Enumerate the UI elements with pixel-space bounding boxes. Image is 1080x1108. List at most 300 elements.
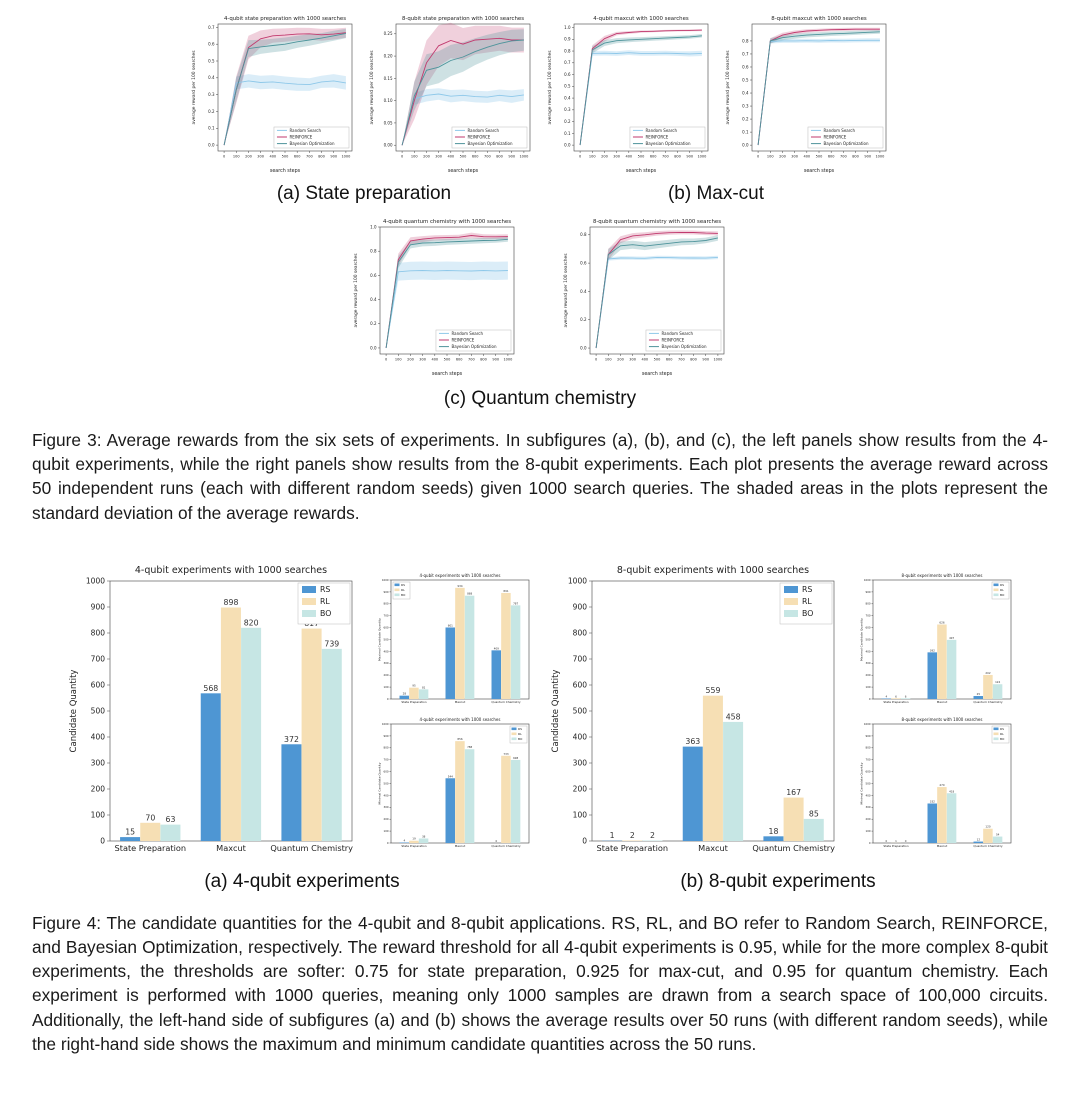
svg-text:900: 900	[383, 734, 389, 738]
chart-sp4	[188, 12, 358, 175]
figure3	[0, 12, 1080, 525]
svg-text:search steps: search steps	[803, 169, 835, 174]
svg-text:1000: 1000	[713, 357, 723, 362]
svg-text:0.0: 0.0	[742, 142, 749, 148]
figure3-top-row	[0, 12, 1080, 175]
chart-sp8	[366, 12, 536, 175]
svg-text:REINFORCE: REINFORCE	[645, 134, 669, 140]
svg-text:400: 400	[90, 732, 105, 742]
svg-text:363: 363	[685, 736, 701, 746]
figure3-caption: Figure 3: Average rewards from the six sets of experiments. In subfigures (a), (b), and (c), the left panels show results from the 4-qubit experiments, while the right panels show results from the 8-qubit experiments. Each plot presents the average reward across 50 independent runs (each with different random seeds) given 1000 search queries. The shaded areas in the plots represent the standard deviation of the average rewards.	[32, 430, 1048, 523]
svg-text:700: 700	[662, 154, 669, 159]
svg-text:12: 12	[976, 837, 981, 842]
svg-text:Maximal Candidate Quantity: Maximal Candidate Quantity	[377, 617, 382, 661]
svg-text:400: 400	[865, 650, 871, 654]
svg-text:900: 900	[864, 154, 872, 159]
svg-text:search steps: search steps	[269, 169, 301, 174]
svg-text:1000: 1000	[85, 576, 105, 586]
svg-text:409: 409	[493, 646, 499, 651]
line-chart-4qubit-state-preparation	[188, 12, 358, 175]
svg-text:800: 800	[480, 357, 487, 362]
svg-text:State Preparation: State Preparation	[114, 842, 187, 853]
bar-chart-8qubit-maximal	[858, 569, 1016, 711]
svg-text:934: 934	[457, 583, 463, 588]
svg-text:500: 500	[383, 782, 389, 786]
svg-text:Bayesian Optimization: Bayesian Optimization	[645, 141, 691, 146]
svg-text:500: 500	[865, 782, 871, 786]
svg-text:Maxcut: Maxcut	[454, 843, 466, 848]
svg-text:500: 500	[90, 706, 105, 716]
svg-text:0.05: 0.05	[383, 120, 393, 126]
svg-text:820: 820	[243, 618, 259, 628]
svg-text:Quantum Chemistry: Quantum Chemistry	[973, 843, 1003, 848]
svg-text:500: 500	[653, 357, 661, 362]
svg-text:400: 400	[383, 794, 389, 798]
svg-text:RS: RS	[802, 584, 813, 594]
svg-text:REINFORCE: REINFORCE	[823, 134, 847, 140]
svg-text:559: 559	[705, 685, 721, 695]
svg-text:0.2: 0.2	[580, 317, 587, 323]
svg-text:25: 25	[976, 691, 981, 696]
svg-text:200: 200	[383, 817, 389, 821]
chart-bar4max	[376, 569, 534, 711]
figure4-sublabels-row	[64, 871, 1016, 893]
svg-text:202: 202	[985, 670, 991, 675]
svg-text:0: 0	[384, 357, 388, 362]
svg-text:568: 568	[203, 683, 219, 693]
svg-text:Bayesian Optimization: Bayesian Optimization	[823, 141, 869, 146]
line-chart-4qubit-maxcut	[544, 12, 714, 175]
svg-text:458: 458	[725, 712, 741, 722]
svg-text:4-qubit state preparation with: 4-qubit state preparation with 1000 searches	[223, 16, 347, 22]
svg-text:500: 500	[459, 154, 467, 159]
svg-text:average reward per 100 searche: average reward per 100 searches	[564, 253, 569, 328]
svg-text:search steps: search steps	[447, 169, 479, 174]
svg-text:200: 200	[779, 154, 786, 159]
svg-text:200: 200	[407, 357, 414, 362]
svg-text:600: 600	[865, 626, 871, 630]
svg-text:100: 100	[588, 154, 596, 159]
svg-text:0: 0	[578, 154, 582, 159]
svg-text:0.6: 0.6	[370, 272, 377, 278]
svg-text:400: 400	[383, 650, 389, 654]
svg-text:900: 900	[686, 154, 694, 159]
svg-text:Random Search: Random Search	[451, 330, 484, 336]
svg-text:0.3: 0.3	[742, 103, 749, 109]
svg-text:RL: RL	[518, 731, 522, 736]
chart-bar4min	[376, 713, 534, 855]
svg-text:733: 733	[503, 751, 509, 756]
svg-text:100: 100	[766, 154, 774, 159]
svg-text:0: 0	[756, 154, 760, 159]
svg-text:1000: 1000	[341, 154, 351, 159]
figure4-charts-row	[0, 555, 1080, 867]
svg-text:0.4: 0.4	[580, 288, 587, 294]
svg-text:856: 856	[457, 736, 463, 741]
svg-text:0: 0	[495, 838, 498, 843]
svg-text:Random Search: Random Search	[645, 127, 678, 133]
svg-text:600: 600	[383, 770, 389, 774]
svg-text:average reward per 100 searche: average reward per 100 searches	[354, 253, 359, 328]
svg-text:6: 6	[895, 694, 897, 699]
svg-text:0: 0	[868, 697, 871, 701]
svg-text:700: 700	[572, 654, 587, 664]
svg-text:497: 497	[949, 635, 955, 640]
svg-text:Quantum Chemistry: Quantum Chemistry	[491, 699, 521, 704]
svg-text:0.0: 0.0	[370, 345, 377, 351]
svg-text:0.25: 0.25	[383, 31, 393, 37]
svg-text:100: 100	[383, 829, 389, 833]
svg-text:4-qubit experiments with 1000: 4-qubit experiments with 1000 searches	[419, 716, 501, 722]
svg-text:Bayesian Optimization: Bayesian Optimization	[451, 344, 497, 349]
svg-text:0.6: 0.6	[564, 71, 571, 77]
svg-text:70: 70	[145, 813, 156, 823]
svg-text:300: 300	[383, 806, 389, 810]
svg-text:average reward per 100 searche: average reward per 100 searches	[726, 50, 731, 125]
svg-text:0.4: 0.4	[208, 75, 215, 81]
svg-text:Minimal Candidate Quantity: Minimal Candidate Quantity	[377, 762, 382, 805]
svg-text:0.8: 0.8	[564, 48, 571, 54]
svg-text:601: 601	[447, 623, 453, 628]
svg-text:0: 0	[386, 841, 389, 845]
svg-text:600: 600	[827, 154, 835, 159]
svg-text:0.3: 0.3	[208, 92, 215, 98]
svg-text:search steps: search steps	[641, 372, 673, 377]
svg-text:400: 400	[447, 154, 455, 159]
svg-text:700: 700	[383, 614, 389, 618]
chart-bar8min	[858, 713, 1016, 855]
svg-text:0.1: 0.1	[208, 125, 215, 131]
svg-text:100: 100	[383, 685, 389, 689]
svg-text:0.10: 0.10	[383, 98, 393, 104]
svg-text:400: 400	[865, 794, 871, 798]
svg-text:85: 85	[808, 809, 819, 819]
svg-text:0.5: 0.5	[208, 58, 215, 64]
svg-text:200: 200	[423, 154, 430, 159]
svg-text:Quantum Chemistry: Quantum Chemistry	[491, 843, 521, 848]
svg-text:1000: 1000	[567, 576, 587, 586]
svg-text:600: 600	[572, 680, 587, 690]
svg-text:4-qubit experiments with 1000: 4-qubit experiments with 1000 searches	[419, 572, 501, 578]
svg-text:8-qubit quantum chemistry with: 8-qubit quantum chemistry with 1000 searches	[592, 219, 722, 225]
bar-chart-8qubit-minimal	[858, 713, 1016, 855]
svg-text:0: 0	[222, 154, 226, 159]
svg-text:300: 300	[629, 357, 636, 362]
svg-text:300: 300	[383, 662, 389, 666]
svg-text:100: 100	[865, 829, 871, 833]
svg-text:0: 0	[582, 836, 587, 846]
svg-text:332: 332	[929, 799, 935, 804]
svg-text:0.6: 0.6	[742, 64, 749, 70]
svg-text:RL: RL	[1000, 731, 1004, 736]
svg-text:15: 15	[125, 827, 136, 837]
svg-text:0: 0	[885, 838, 888, 843]
svg-text:0.1: 0.1	[742, 129, 749, 135]
svg-text:300: 300	[865, 806, 871, 810]
svg-text:1000: 1000	[519, 154, 529, 159]
svg-text:search steps: search steps	[625, 169, 657, 174]
svg-text:1000: 1000	[381, 578, 389, 582]
bar-chart-4qubit-average	[64, 555, 364, 867]
svg-text:0: 0	[868, 841, 871, 845]
svg-text:500: 500	[383, 638, 389, 642]
svg-text:State Preparation: State Preparation	[883, 699, 909, 704]
svg-text:RS: RS	[401, 582, 405, 587]
svg-text:average reward per 100 searche: average reward per 100 searches	[370, 50, 375, 125]
svg-text:900: 900	[572, 602, 587, 612]
svg-text:1: 1	[609, 831, 615, 841]
svg-text:4-qubit experiments with 1000: 4-qubit experiments with 1000 searches	[134, 564, 328, 576]
svg-text:Random Search: Random Search	[661, 330, 694, 336]
svg-text:300: 300	[572, 758, 587, 768]
svg-text:800: 800	[865, 602, 871, 606]
svg-text:300: 300	[791, 154, 798, 159]
svg-text:0.9: 0.9	[564, 36, 571, 42]
svg-text:600: 600	[471, 154, 479, 159]
svg-text:Minimal Candidate Quantity: Minimal Candidate Quantity	[859, 762, 864, 805]
svg-text:400: 400	[803, 154, 811, 159]
svg-text:900: 900	[865, 590, 871, 594]
svg-text:BO: BO	[1000, 592, 1005, 597]
svg-text:600: 600	[90, 680, 105, 690]
svg-text:372: 372	[284, 734, 299, 744]
svg-text:Bayesian Optimization: Bayesian Optimization	[467, 141, 513, 146]
svg-text:100: 100	[865, 685, 871, 689]
svg-text:739: 739	[324, 639, 340, 649]
svg-text:BO: BO	[1000, 736, 1005, 741]
svg-text:600: 600	[383, 626, 389, 630]
svg-text:RL: RL	[401, 587, 405, 592]
figure3-bottom-row	[0, 215, 1080, 378]
svg-text:0.2: 0.2	[564, 119, 571, 125]
svg-text:Bayesian Optimization: Bayesian Optimization	[661, 344, 707, 349]
svg-text:4-qubit maxcut with 1000 searc: 4-qubit maxcut with 1000 searches	[593, 16, 689, 22]
svg-text:8-qubit state preparation with: 8-qubit state preparation with 1000 searches	[401, 16, 525, 22]
svg-text:0.4: 0.4	[564, 95, 571, 101]
svg-text:Bayesian Optimization: Bayesian Optimization	[289, 141, 335, 146]
svg-text:868: 868	[467, 591, 473, 596]
svg-text:0.6: 0.6	[580, 260, 587, 266]
svg-text:Random Search: Random Search	[823, 127, 856, 133]
svg-text:100: 100	[394, 357, 402, 362]
svg-text:700: 700	[865, 614, 871, 618]
svg-text:1000: 1000	[863, 578, 871, 582]
svg-text:4: 4	[885, 694, 888, 699]
svg-text:544: 544	[447, 774, 453, 779]
svg-text:0.4: 0.4	[742, 90, 749, 96]
figure4-8qubit-minicol	[858, 569, 1016, 855]
svg-text:State Preparation: State Preparation	[401, 699, 427, 704]
svg-text:8-qubit experiments with 1000: 8-qubit experiments with 1000 searches	[901, 572, 983, 578]
svg-text:State Preparation: State Preparation	[883, 843, 909, 848]
svg-text:BO: BO	[802, 608, 814, 618]
svg-text:400: 400	[625, 154, 633, 159]
chart-bar8max	[858, 569, 1016, 711]
svg-text:0.0: 0.0	[208, 142, 215, 148]
svg-text:0.7: 0.7	[742, 51, 749, 57]
svg-text:Maxcut: Maxcut	[698, 842, 728, 853]
svg-text:400: 400	[641, 357, 649, 362]
svg-text:788: 788	[467, 745, 473, 750]
svg-text:800: 800	[496, 154, 503, 159]
svg-text:0: 0	[904, 838, 907, 843]
svg-text:500: 500	[443, 357, 451, 362]
svg-text:RL: RL	[802, 596, 812, 606]
svg-text:500: 500	[865, 638, 871, 642]
svg-text:8-qubit experiments with 1000: 8-qubit experiments with 1000 searches	[901, 716, 983, 722]
svg-text:400: 400	[572, 732, 587, 742]
chart-qc4	[350, 215, 520, 378]
svg-text:0.5: 0.5	[742, 77, 749, 83]
svg-text:200: 200	[572, 784, 587, 794]
svg-text:800: 800	[674, 154, 681, 159]
svg-text:167: 167	[786, 787, 802, 797]
svg-text:0.2: 0.2	[370, 321, 377, 327]
line-chart-8qubit-state-preparation	[366, 12, 536, 175]
svg-text:800: 800	[572, 628, 587, 638]
svg-text:100: 100	[604, 357, 612, 362]
svg-text:19: 19	[412, 836, 416, 841]
svg-text:300: 300	[257, 154, 264, 159]
svg-text:800: 800	[690, 357, 697, 362]
svg-text:626: 626	[939, 620, 945, 625]
svg-text:200: 200	[90, 784, 105, 794]
svg-text:8-qubit maxcut with 1000 searc: 8-qubit maxcut with 1000 searches	[771, 16, 867, 22]
svg-text:4: 4	[403, 838, 406, 843]
svg-text:700: 700	[306, 154, 313, 159]
svg-text:54: 54	[995, 832, 1000, 837]
svg-text:0.8: 0.8	[370, 248, 377, 254]
line-chart-8qubit-quantum-chemistry	[560, 215, 730, 378]
svg-text:95: 95	[412, 683, 416, 688]
svg-text:2: 2	[650, 830, 655, 840]
line-chart-8qubit-maxcut	[722, 12, 892, 175]
svg-text:0.5: 0.5	[564, 83, 571, 89]
svg-text:Candidate Quantity: Candidate Quantity	[551, 669, 561, 753]
svg-text:REINFORCE: REINFORCE	[289, 134, 313, 140]
svg-text:0.7: 0.7	[208, 24, 215, 30]
svg-text:800: 800	[318, 154, 325, 159]
svg-text:300: 300	[419, 357, 426, 362]
svg-text:100: 100	[90, 810, 105, 820]
svg-text:8-qubit experiments with 1000: 8-qubit experiments with 1000 searches	[616, 564, 810, 576]
svg-text:500: 500	[637, 154, 645, 159]
svg-text:200: 200	[865, 817, 871, 821]
svg-text:0.0: 0.0	[564, 142, 571, 148]
svg-text:300: 300	[435, 154, 442, 159]
svg-text:RL: RL	[1000, 587, 1004, 592]
svg-text:600: 600	[865, 770, 871, 774]
svg-text:500: 500	[815, 154, 823, 159]
svg-text:0.00: 0.00	[383, 142, 393, 148]
svg-text:300: 300	[613, 154, 620, 159]
svg-text:REINFORCE: REINFORCE	[467, 134, 491, 140]
svg-text:100: 100	[232, 154, 240, 159]
svg-text:1: 1	[895, 838, 897, 843]
chart-mc4	[544, 12, 714, 175]
svg-text:28: 28	[402, 691, 407, 696]
svg-text:0: 0	[100, 836, 105, 846]
subfigure-label-4qubit: (a) 4-qubit experiments	[204, 870, 400, 892]
svg-text:200: 200	[601, 154, 608, 159]
svg-text:search steps: search steps	[431, 372, 463, 377]
svg-text:38: 38	[421, 834, 426, 839]
svg-text:800: 800	[383, 746, 389, 750]
svg-text:0.7: 0.7	[564, 60, 571, 66]
figure4-4qubit-minicol	[376, 569, 534, 855]
svg-text:RS: RS	[320, 584, 331, 594]
svg-text:120: 120	[985, 824, 991, 829]
svg-text:900: 900	[492, 357, 500, 362]
svg-text:0.6: 0.6	[208, 41, 215, 47]
svg-text:900: 900	[865, 734, 871, 738]
svg-text:900: 900	[330, 154, 338, 159]
svg-text:State Preparation: State Preparation	[596, 842, 669, 853]
svg-text:0.8: 0.8	[742, 38, 749, 44]
svg-text:0: 0	[386, 697, 389, 701]
svg-text:BO: BO	[320, 608, 332, 618]
svg-text:300: 300	[865, 662, 871, 666]
svg-text:6: 6	[904, 694, 907, 699]
svg-text:1000: 1000	[381, 722, 389, 726]
svg-text:1000: 1000	[875, 154, 885, 159]
svg-text:0.0: 0.0	[580, 345, 587, 351]
subfigure-label-a: (a) State preparation	[276, 183, 452, 204]
svg-text:REINFORCE: REINFORCE	[661, 337, 685, 343]
svg-text:average reward per 100 searche: average reward per 100 searches	[192, 50, 197, 125]
svg-text:2: 2	[629, 830, 635, 840]
svg-text:600: 600	[665, 357, 673, 362]
svg-text:898: 898	[223, 597, 239, 607]
svg-text:900: 900	[508, 154, 516, 159]
svg-text:700: 700	[678, 357, 685, 362]
svg-text:RS: RS	[1000, 582, 1004, 587]
svg-text:81: 81	[421, 685, 426, 690]
svg-text:400: 400	[269, 154, 277, 159]
svg-text:800: 800	[383, 602, 389, 606]
figure4-caption: Figure 4: The candidate quantities for the 4-qubit and 8-qubit applications. RS, RL, and BO refer to Random Search, REINFORCE, and Bayesian Optimization, respectively. The reward threshold for all 4-qubit experiments is 0.95, while for the more complex 8-qubit experiments, the thresholds are softer: 0.75 for state preparation, 0.925 for max-cut, and 0.95 for quantum chemistry. Each experiment is performed with 1000 queries, meaning only 1000 samples are drawn from a search space of 100,000 circuits. Additionally, the left-hand side of subfigures (a) and (b) shows the average results over 50 runs (with different random seeds), while the right-hand side shows the maximum and minimum candidate quantities across the 50 runs.	[32, 912, 1048, 1054]
svg-text:1000: 1000	[503, 357, 513, 362]
svg-text:4-qubit quantum chemistry with: 4-qubit quantum chemistry with 1000 searches	[382, 219, 512, 225]
svg-text:787: 787	[513, 601, 519, 606]
bar-chart-8qubit-average	[546, 555, 846, 867]
subfigure-label-8qubit: (b) 8-qubit experiments	[680, 870, 876, 892]
svg-text:Maximal Candidate Quantity: Maximal Candidate Quantity	[859, 617, 864, 661]
svg-text:RS: RS	[518, 726, 522, 731]
svg-text:500: 500	[281, 154, 289, 159]
svg-text:BO: BO	[518, 736, 523, 741]
svg-text:300: 300	[90, 758, 105, 768]
svg-text:700: 700	[383, 758, 389, 762]
svg-text:1000: 1000	[697, 154, 707, 159]
chart-mc8	[722, 12, 892, 175]
svg-text:0: 0	[594, 357, 598, 362]
svg-text:0.3: 0.3	[564, 107, 571, 113]
svg-text:418: 418	[949, 789, 955, 794]
svg-text:0.1: 0.1	[564, 130, 571, 136]
svg-text:Maxcut: Maxcut	[936, 843, 948, 848]
chart-qc8	[560, 215, 730, 378]
svg-text:200: 200	[383, 673, 389, 677]
svg-text:Maxcut: Maxcut	[216, 842, 246, 853]
svg-text:0.4: 0.4	[370, 296, 377, 302]
svg-text:Quantum Chemistry: Quantum Chemistry	[752, 842, 836, 853]
svg-text:1.0: 1.0	[370, 224, 377, 230]
svg-text:BO: BO	[401, 592, 406, 597]
svg-text:100: 100	[410, 154, 418, 159]
svg-text:124: 124	[995, 680, 1001, 685]
svg-text:200: 200	[245, 154, 252, 159]
